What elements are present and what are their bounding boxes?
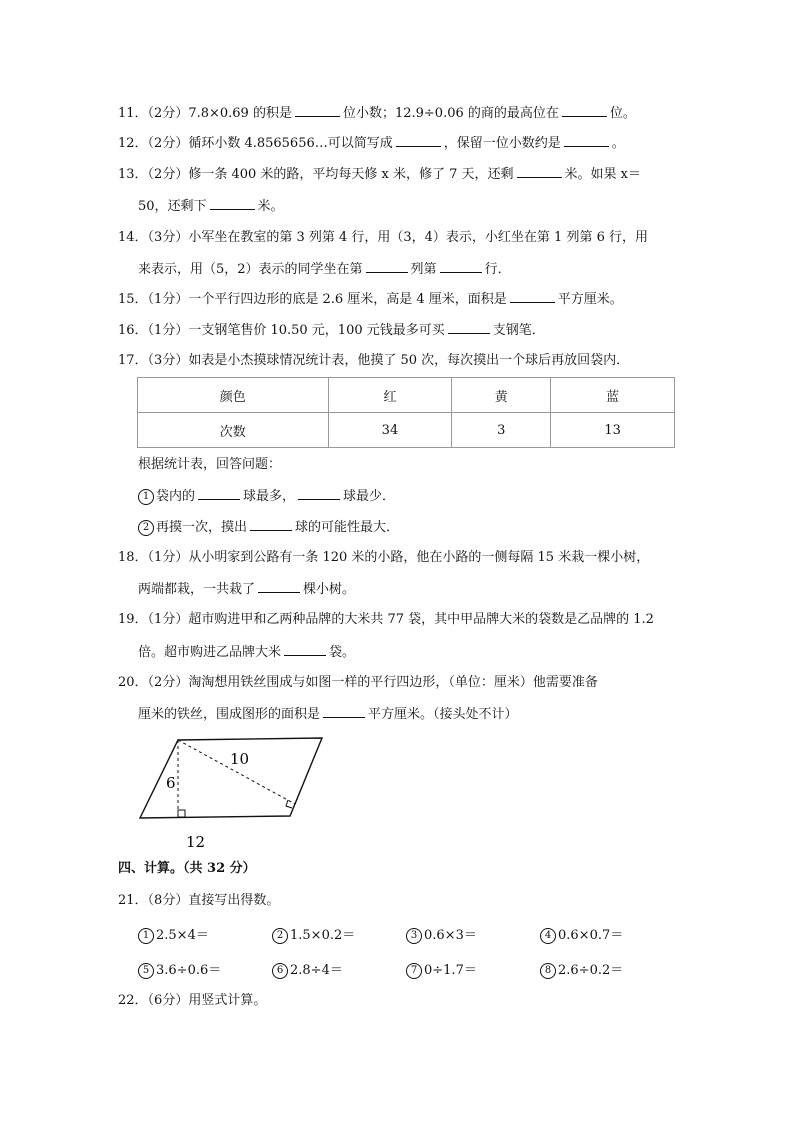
question-22-title: 22．（6分）用竖式计算。	[118, 993, 267, 1008]
circled-number: 8	[540, 963, 556, 979]
question-13-line2: 50，还剩下 米。	[138, 199, 284, 214]
calc-item: 2 1.5×0.2＝	[272, 924, 355, 944]
answer-blank[interactable]	[198, 487, 240, 500]
question-17-intro: 17．（3分）如表是小杰摸球情况统计表，他摸了 50 次，每次摸出一个球后再放回袋内．	[118, 353, 630, 368]
answer-blank[interactable]	[284, 643, 326, 656]
circled-number: 2	[138, 520, 154, 536]
answer-blank[interactable]	[250, 518, 292, 531]
answer-blank[interactable]	[396, 134, 441, 147]
answer-blank[interactable]	[210, 197, 255, 210]
calc-item: 6 2.8÷4＝	[272, 959, 343, 979]
circled-number: 1	[138, 928, 154, 944]
diagonal-label: 10	[230, 750, 250, 768]
question-17-ask: 根据统计表，回答问题：	[138, 457, 282, 472]
question-13-line1: 13．（2分）修一条 400 米的路，平均每天修 x 米，修了 7 天，还剩 米。如果 x＝	[118, 167, 641, 182]
circled-number: 2	[272, 928, 288, 944]
answer-blank[interactable]	[298, 487, 340, 500]
answer-blank[interactable]	[295, 104, 340, 117]
circled-number: 6	[272, 963, 288, 979]
question-18-line1: 18．（1分）从小明家到公路有一条 120 米的小路，他在小路的一侧每隔 15 米栽一棵小树，	[118, 550, 650, 565]
parallelogram-figure	[130, 730, 340, 855]
answer-blank[interactable]	[448, 321, 490, 334]
answer-blank[interactable]	[323, 705, 365, 718]
circled-number: 3	[406, 928, 422, 944]
question-16: 16．（1分）一支钢笔售价 10.50 元，100 元钱最多可买 支钢笔．	[118, 323, 545, 338]
base-label: 12	[186, 833, 206, 851]
question-14-line2: 来表示，用（5，2）表示的同学坐在第 列第 行．	[138, 262, 511, 277]
answer-blank[interactable]	[440, 260, 482, 273]
question-20-line2: 厘米的铁丝，围成图形的面积是 平方厘米。（接头处不计）	[138, 707, 518, 722]
calc-item: 4 0.6×0.7＝	[540, 924, 623, 944]
question-14-line1: 14．（3分）小军坐在教室的第 3 列第 4 行，用（3，4）表示，小红坐在第 1 列第 6 行，用	[118, 230, 648, 245]
question-12: 12．（2分）循环小数 4.8565656…可以简写成 ，保留一位小数约是 。	[118, 136, 625, 151]
question-18-line2: 两端都栽，一共栽了 棵小树。	[138, 582, 356, 597]
table-cell: 13	[551, 413, 675, 448]
question-11: 11．（2分）7.8×0.69 的积是 位小数；12.9÷0.06 的商的最高位在 位。	[118, 106, 636, 121]
calc-item: 5 3.6÷0.6＝	[138, 959, 221, 979]
question-20-line1: 20．（2分）淘淘想用铁丝围成与如图一样的平行四边形，（单位：厘米）他需要准备	[118, 675, 598, 690]
table-cell: 3	[452, 413, 551, 448]
answer-blank[interactable]	[564, 134, 609, 147]
calc-item: 1 2.5×4＝	[138, 924, 209, 944]
circled-number: 4	[540, 928, 556, 944]
answer-blank[interactable]	[366, 260, 408, 273]
question-21-title: 21．（8分）直接写出得数。	[118, 893, 280, 908]
section-heading: 四、计算。（共 32 分）	[118, 861, 256, 876]
question-19-line2: 倍。超市购进乙品牌大米 袋。	[138, 645, 356, 660]
question-15: 15．（1分）一个平行四边形的底是 2.6 厘米，高是 4 厘米，面积是 平方厘米。	[118, 292, 623, 307]
calc-item: 3 0.6×3＝	[406, 924, 477, 944]
answer-blank[interactable]	[258, 580, 300, 593]
table-cell: 34	[328, 413, 452, 448]
table-cell: 蓝	[551, 378, 675, 413]
answer-blank[interactable]	[510, 290, 555, 303]
circled-number: 1	[138, 489, 154, 505]
calc-item: 7 0÷1.7＝	[406, 959, 477, 979]
right-angle-mark	[178, 810, 185, 817]
answer-blank[interactable]	[517, 165, 562, 178]
table-row	[138, 378, 675, 413]
table-cell: 颜色	[138, 378, 329, 413]
table-cell: 次数	[138, 413, 329, 448]
answer-blank[interactable]	[562, 104, 607, 117]
table-cell: 黄	[452, 378, 551, 413]
stat-table	[137, 377, 675, 448]
question-19-line1: 19．（1分）超市购进甲和乙两种品牌的大米共 77 袋，其中甲品牌大米的袋数是乙品牌的 1.2	[118, 612, 654, 627]
table-row	[138, 413, 675, 448]
table-cell: 红	[328, 378, 452, 413]
circled-number: 5	[138, 963, 154, 979]
height-label: 6	[166, 774, 176, 792]
question-17-sub1: 1 袋内的 球最多， 球最少．	[138, 487, 395, 506]
circled-number: 7	[406, 963, 422, 979]
question-17-sub2: 2 再摸一次，摸出 球的可能性最大．	[138, 518, 399, 537]
calc-item: 8 2.6÷0.2＝	[540, 959, 623, 979]
